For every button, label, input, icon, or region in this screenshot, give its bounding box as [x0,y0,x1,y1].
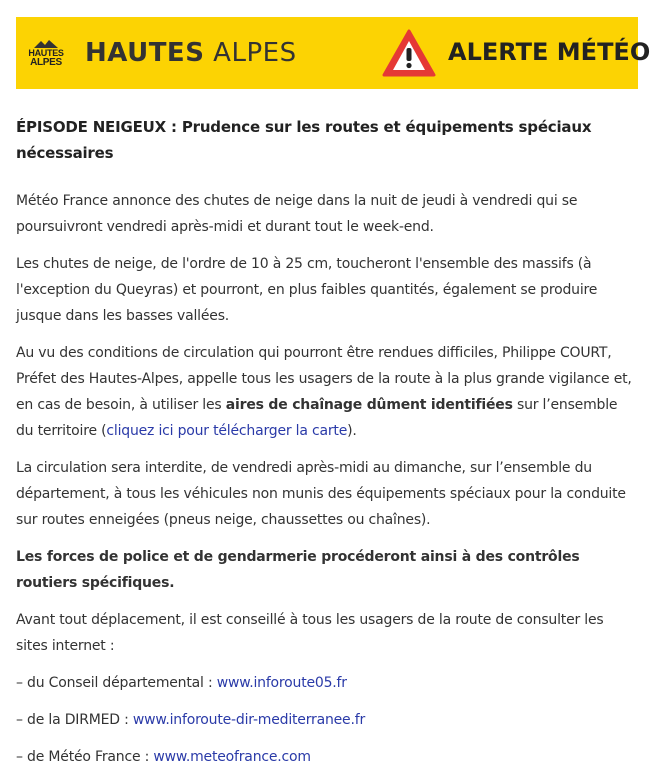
link-prefix-dirmed: – de la DIRMED : [16,712,133,728]
banner-title [85,38,297,68]
hautes-alpes-logo [29,32,63,74]
paragraph-forecast: Météo France annonce des chutes de neige dans la nuit de jeudi à vendredi qui se poursuivront vendredi après-midi et durant tout le week-end. [16,193,578,235]
logo-line-2: ALPES [30,56,62,68]
banner-title-rest: ALPES [204,38,297,68]
paragraph-traffic-ban: La circulation sera interdite, de vendredi après-midi au dimanche, sur l’ensemble du département, à tous les véhicules non munis des équipements spéciaux pour la conduite sur routes enneigées (pneus neige, chaussettes ou chaînes). [16,460,626,528]
download-map-link[interactable]: cliquez ici pour télécharger la carte [106,423,348,439]
banner-title-bold: HAUTES [85,38,205,68]
link-prefix-meteofrance: – de Météo France : [16,749,154,765]
paragraph-prefect [16,340,634,444]
prefect-text-1: Au vu des conditions de circulation qui pourront être rendues difficiles, Philippe COURT, Préfet des Hautes-Alpes, appelle tous les usagers de la route à la plus grande vigilance et, en cas de besoin, à utiliser les [16,345,632,413]
alert-label: ALERTE MÉTÉO [448,38,651,66]
paragraph-police-checks: Les forces de police et de gendarmerie procéderont ainsi à des contrôles routiers spécifiques. [16,549,580,591]
inforoute05-link[interactable]: www.inforoute05.fr [216,675,347,691]
prefect-text-2: sur l’ensemble du territoire ( [16,397,618,439]
article-body [16,114,634,781]
chain-areas-bold: aires de chaînage dûment identifiées [225,397,513,413]
prefect-text-3: ). [347,423,357,439]
link-item-conseil [16,670,634,696]
alert-banner [16,17,651,89]
link-prefix-conseil: – du Conseil départemental : [16,675,217,691]
link-item-dirmed [16,707,634,733]
article-headline: ÉPISODE NEIGEUX : Prudence sur les routes et équipements spéciaux nécessaires [16,118,592,162]
paragraph-snow-amount: Les chutes de neige, de l'ordre de 10 à 25 cm, toucheront l'ensemble des massifs (à l'exception du Queyras) et pourront, en plus faibles quantités, également se produire jusque dans les basses vallées. [16,256,598,324]
warning-triangle-icon [382,28,436,78]
dirmed-link[interactable]: www.inforoute-dir-mediterranee.fr [132,712,366,728]
link-item-meteofrance [16,744,634,770]
logo-line-1: HAUTES [28,47,64,58]
paragraph-advice: Avant tout déplacement, il est conseillé à tous les usagers de la route de consulter les sites internet : [16,612,604,654]
meteofrance-link[interactable]: www.meteofrance.com [153,749,311,765]
